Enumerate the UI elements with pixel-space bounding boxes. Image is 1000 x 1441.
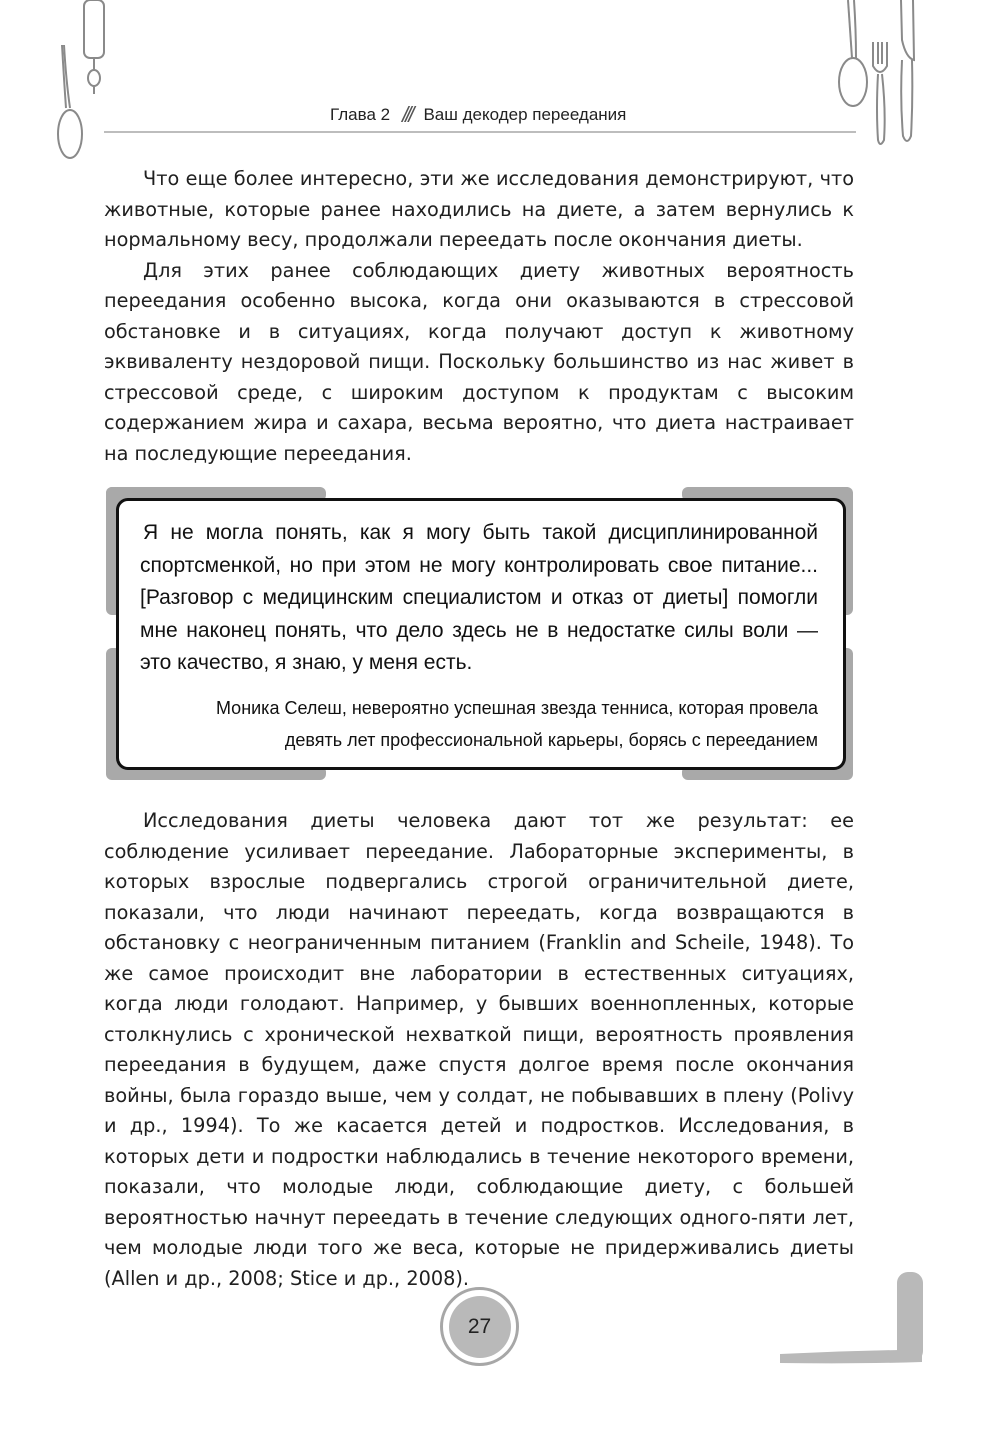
spoon-icon [58, 45, 82, 158]
quote-body: Я не могла понять, как я могу быть такой дисциплинированной спортсменкой, но при этом не могу контролировать свое питание... [Разговор с медицинским специалистом и отказ от диеты] помогли мне наконец понять, что дело здесь не в недостатке силы воли — это качество, я знаю, у меня есть. [140, 521, 818, 674]
quote-attribution [160, 692, 818, 756]
header-separator: /// [402, 102, 412, 127]
paragraph: Что еще более интересно, эти же исследования демонстрируют, что животные, которые ранее находились на диете, а затем вернулись к нормальному весу, продолжали переедать после окончания диеты. [104, 167, 854, 251]
running-header [330, 100, 626, 130]
spoon-icon [839, 0, 867, 106]
fork-icon [873, 42, 887, 144]
rolling-pin-icon [84, 0, 104, 94]
quote-text [140, 517, 818, 680]
knife-icon [901, 0, 914, 141]
body-text-bottom [104, 806, 854, 1294]
page-number: 27 [449, 1296, 511, 1358]
paragraph: Для этих ранее соблюдающих диету животных вероятность переедания особенно высока, когда они оказываются в стрессовой обстановке и в ситуациях, когда получают доступ к животному эквиваленту нездоровой пищи. Поскольку большинство из нас живет в стрессовой среде, с широким доступом к продуктам с высоким содержанием жира и сахара, весьма вероятно, что диета настраивает на последующие переедания. [104, 258, 854, 465]
paragraph: Исследования диеты человека дают тот же результат: ее соблюдение усиливает переедание. Лабораторные эксперименты, в которых взрослые подвергались строгой ограничительной диете, показали, что люди начинают переедать, когда возвращаются в обстановку с неограниченным питанием (Franklin and Scheile, 1948). То же самое происходит вне лаборатории в естественных ситуациях, когда люди голодают. Например, у бывших военнопленных, которые столкнулись с хронической нехваткой пищи, вероятность проявления переедания в будущем, даже спустя долгое время после окончания войны, была гораздо выше, чем у солдат, не побывавших в плену (Polivy и др., 1994). То же касается детей и подростков. Исследования, в которых дети и подростки наблюдались в течение некоторого времени, показали, что молодые люди, соблюдающие диету, с большей вероятностью начнут переедать в течение следующих одного-пяти лет, чем молодые люди того же веса, которые не придерживались диеты (Allen и др., 2008; Stice и др., 2008). [104, 809, 854, 1290]
body-text-top [104, 164, 854, 469]
chapter-title: Ваш декодер переедания [423, 105, 627, 124]
chapter-label: Глава 2 [330, 105, 391, 124]
page-number-badge [440, 1287, 519, 1366]
attribution-line: Моника Селеш, невероятно успешная звезда тенниса, которая провела [215, 698, 818, 718]
attribution-line: девять лет профессиональной карьеры, борясь с перееданием [284, 730, 818, 750]
header-rule [104, 131, 856, 133]
